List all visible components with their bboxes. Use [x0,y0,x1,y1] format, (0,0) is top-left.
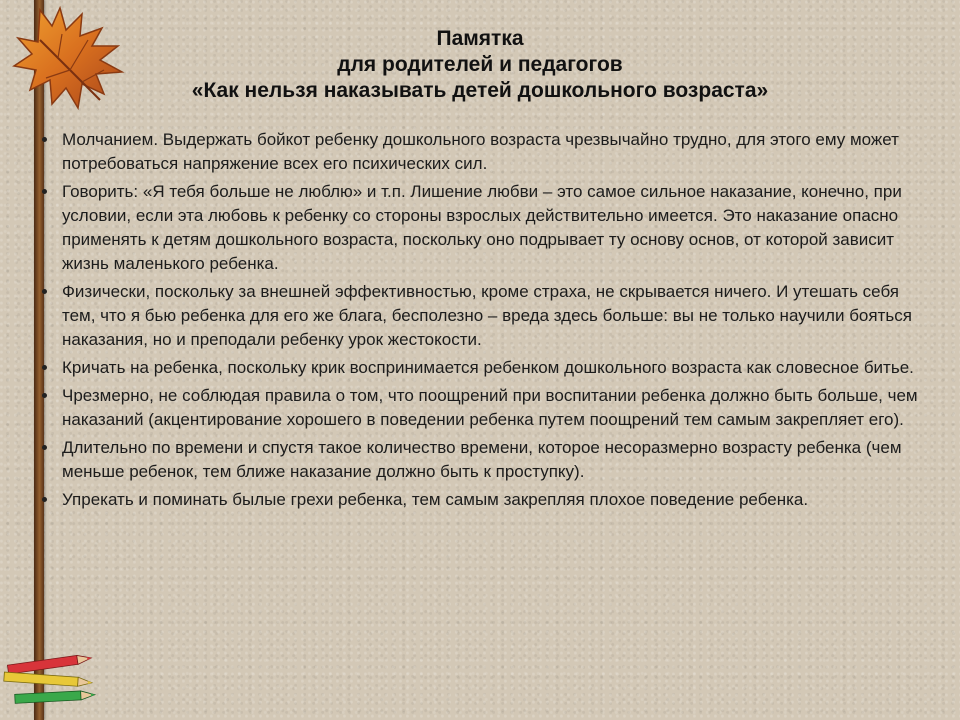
bullet-icon [42,365,47,370]
title-line-1: Памятка [436,27,524,50]
list-item [42,180,922,276]
bullet-icon [42,189,47,194]
list-item-text: Говорить: «Я тебя больше не люблю» и т.п. Лишение любви – это самое сильное наказание, конечно, при условии, если эта любовь к ребенку со стороны взрослых действительно имеется. Это наказание опасно применять к детям дошкольного возраста, поскольку оно подрывает ту основу основ, от которой зависит жизнь маленького ребенка. [62,182,902,273]
colored-pencils-icon [0,640,120,720]
bullet-icon [42,393,47,398]
list-item-text: Чрезмерно, не соблюдая правила о том, что поощрений при воспитании ребенка должно быть больше, чем наказаний (акцентирование хорошего в поведении ребенка путем поощрений тем самым закрепляет его). [62,386,918,429]
list-item-text: Длительно по времени и спустя такое количество времени, которое несоразмерно возрасту ребенка (чем меньше ребенок, тем ближе наказание должно быть к проступку). [62,438,902,481]
title-block [90,26,870,104]
title-line-2: для родителей и педагогов [337,53,623,76]
list-item [42,356,922,380]
list-item [42,488,922,512]
list-item [42,384,922,432]
list-item [42,436,922,484]
bullet-icon [42,497,47,502]
title-line-3: «Как нельзя наказывать детей дошкольного возраста» [191,79,769,102]
list-item [42,128,922,176]
bullet-list [42,128,922,516]
bullet-icon [42,289,47,294]
bullet-icon [42,137,47,142]
list-item-text: Физически, поскольку за внешней эффективностью, кроме страха, не скрывается ничего. И утешать себя тем, что я бью ребенка для его же блага, бесполезно – вреда здесь больше: вы не только научили бояться наказания, но и преподали ребенку урок жестокости. [62,282,912,349]
list-item [42,280,922,352]
bullet-icon [42,445,47,450]
list-item-text: Упрекать и поминать былые грехи ребенка, тем самым закрепляя плохое поведение ребенка. [62,490,809,509]
list-item-text: Молчанием. Выдержать бойкот ребенку дошкольного возраста чрезвычайно трудно, для этого ему может потребоваться напряжение всех его психических сил. [62,130,899,173]
list-item-text: Кричать на ребенка, поскольку крик воспринимается ребенком дошкольного возраста как словесное битье. [62,358,914,377]
